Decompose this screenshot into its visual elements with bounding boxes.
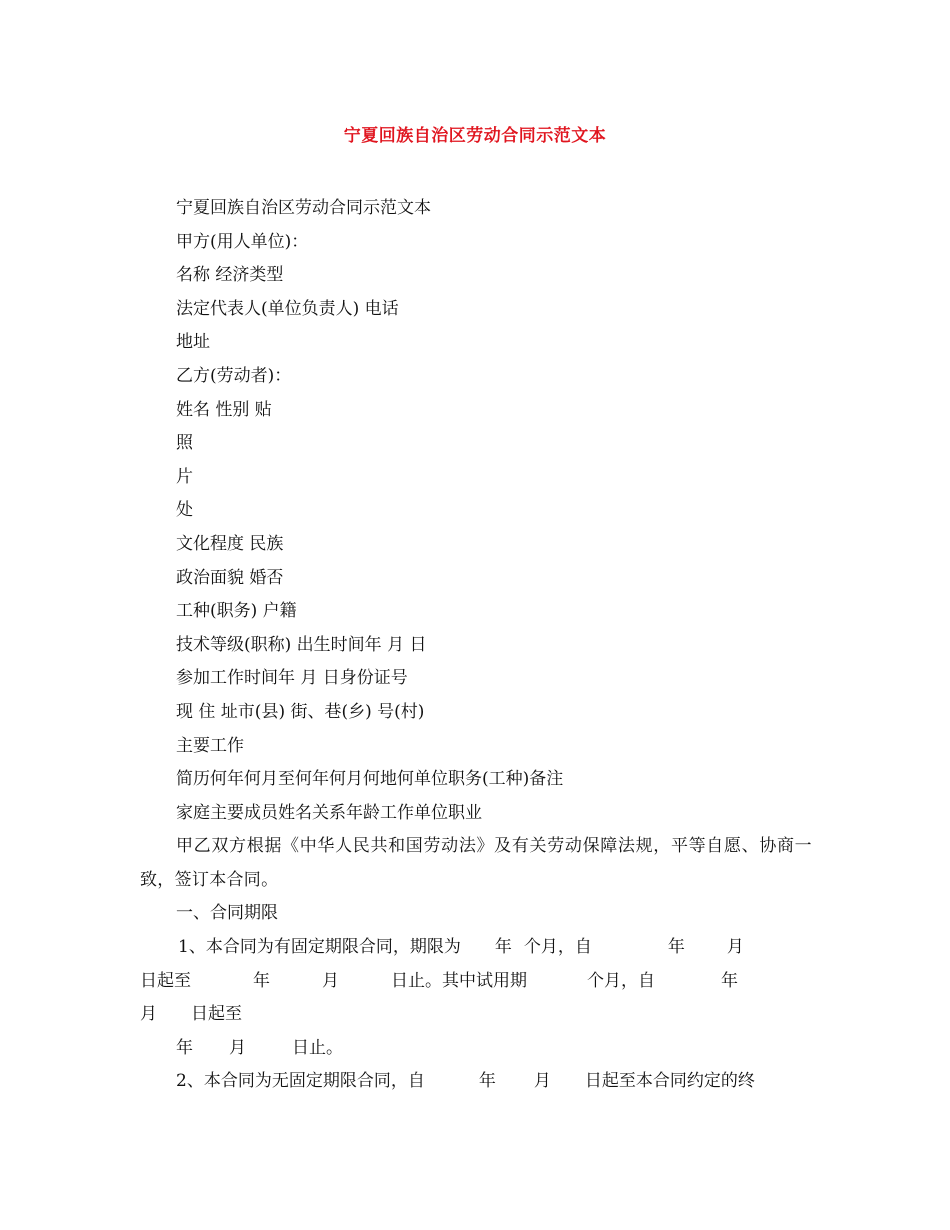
text-line: 技术等级(职称) 出生时间年 月 日 [176, 634, 427, 655]
clause-line [140, 931, 812, 965]
clause-text: 2、本合同为无固定期限合同，自 [176, 1071, 425, 1092]
text-line: 处 [176, 500, 193, 521]
clause-text: 个月，自 [523, 937, 592, 958]
document-title: 宁夏回族自治区劳动合同示范文本 [343, 126, 607, 146]
text-line: 宁夏回族自治区劳动合同示范文本 [176, 198, 431, 218]
clause-text: 个月，自 [587, 970, 655, 991]
clause-text: 1、本合同为有固定期限合同，期限为 [178, 937, 461, 958]
clause-text: 日起至 [191, 1004, 242, 1025]
clause-text: 日起至 [140, 970, 191, 991]
clause-text: 月 [726, 937, 744, 958]
clause-line [140, 965, 812, 999]
text-line: 甲方(用人单位)： [176, 231, 309, 252]
clause-text: 年 [721, 970, 738, 991]
text-line: 名称 经济类型 [176, 265, 284, 286]
text-line: 简历何年何月至何年何月何地何单位职务(工种)备注 [176, 769, 564, 790]
text-line: 现 住 址市(县) 街、巷(乡) 号(村) [176, 701, 425, 722]
clause-text: 年 [176, 1037, 193, 1058]
text-line: 姓名 性别 贴 [176, 399, 272, 420]
clause-text: 月 [322, 970, 339, 991]
clause-text: 年 [478, 1071, 496, 1092]
text-line: 主要工作 [176, 735, 244, 756]
clause-text: 日止。其中试用期 [391, 970, 527, 991]
clause-line [140, 998, 812, 1032]
text-line: 参加工作时间年 月 日身份证号 [176, 668, 408, 689]
text-line: 文化程度 民族 [176, 533, 284, 554]
clause-line [140, 1032, 812, 1066]
text-line: 地址 [176, 332, 210, 353]
section-heading: 一、合同期限 [176, 903, 278, 924]
clause-line [140, 1065, 812, 1099]
clause-text: 年 [253, 970, 270, 991]
text-line: 家庭主要成员姓名关系年龄工作单位职业 [176, 802, 482, 823]
document-body [140, 192, 812, 1099]
text-line: 工种(职务) 户籍 [176, 601, 297, 622]
text-line: 政治面貌 婚否 [176, 567, 284, 588]
clause-text: 日止。 [292, 1037, 343, 1058]
clause-text: 年 [494, 937, 512, 958]
clause-text: 月 [533, 1071, 551, 1092]
text-line: 片 [176, 466, 193, 487]
clause-text: 月 [229, 1037, 246, 1058]
text-line: 乙方(劳动者)： [176, 365, 292, 386]
clause-2 [140, 1065, 812, 1099]
clause-text: 年 [667, 937, 685, 958]
text-line: 法定代表人(单位负责人) 电话 [176, 298, 399, 319]
text-line: 照 [176, 433, 193, 454]
agreement-paragraph: 甲乙双方根据《中华人民共和国劳动法》及有关劳动保障法规，平等自愿、协商一致，签订本合同。 [140, 836, 812, 890]
clause-1 [140, 931, 812, 1065]
clause-text: 日起至本合同约定的终 [584, 1071, 755, 1092]
clause-text: 月 [140, 1004, 157, 1025]
